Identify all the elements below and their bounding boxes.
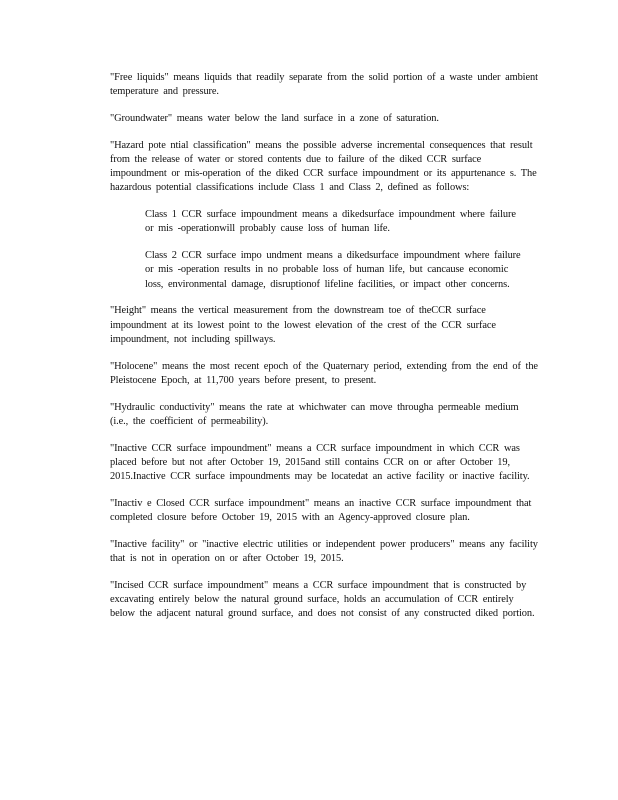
definition-hazard-potential-classification: "Hazard pote ntial classification" means the possible adverse incremental consequences that result from the release of water or stored contents due to failure of the diked CCR surface impoundment or mis-operation of the diked CCR surface impoundment or its appurtenance s. The hazardous potential classifications include Class 1 and Class 2, defined as follows: [110, 139, 537, 194]
definition-groundwater: "Groundwater" means water below the land surface in a zone of saturation. [110, 113, 439, 124]
definition-inactive-ccr-surface-impoundment: "Inactive CCR surface impoundment" means a CCR surface impoundment in which CCR was placed before but not after October 19, 2015and still contains CCR on or after October 19, 2015.Inactive CCR surface impoundments may be locatedat an active facility or inactive facility. [110, 442, 530, 483]
definition-class-2: Class 2 CCR surface impo undment means a dikedsurface impoundment where failure or mis -operation results in no probable loss of human life, but cancause economic loss, environmental damage, disruptionof lifeline facilities, or impact other concerns. [145, 250, 521, 290]
definition-inactive-facility: "Inactive facility" or "inactive electric utilities or independent power producers" means any facility that is not in operation on or after October 19, 2015. [110, 538, 538, 565]
definition-free-liquids: "Free liquids" means liquids that readily separate from the solid portion of a waste under ambient temperature and pressure. [110, 72, 538, 98]
definition-height: "Height" means the vertical measurement from the downstream toe of theCCR surface impoundment at its lowest point to the lowest elevation of the crest of the CCR surface impoundment, not including spillways. [110, 305, 496, 345]
definition-class-1: Class 1 CCR surface impoundment means a dikedsurface impoundment where failure or mis -operationwill probably cause loss of human life. [145, 209, 516, 235]
definition-inactive-closed-ccr-surface-impoundment: "Inactiv e Closed CCR surface impoundment" means an inactive CCR surface impoundment that completed closure before October 19, 2015 with an Agency-approved closure plan. [110, 497, 532, 524]
definition-incised-ccr-surface-impoundment: "Incised CCR surface impoundment" means a CCR surface impoundment that is constructed by excavating entirely below the natural ground surface, holds an accumulation of CCR entirely below the adjacent natural ground surface, and does not consist of any constructed diked portion. [110, 579, 535, 620]
definition-holocene: "Holocene" means the most recent epoch of the Quaternary period, extending from the end of the Pleistocene Epoch, at 11,700 years before present, to present. [110, 360, 538, 386]
definition-hydraulic-conductivity: "Hydraulic conductivity" means the rate at whichwater can move througha permeable medium (i.e., the coefficient of permeability). [110, 401, 519, 427]
document-page [110, 71, 538, 634]
